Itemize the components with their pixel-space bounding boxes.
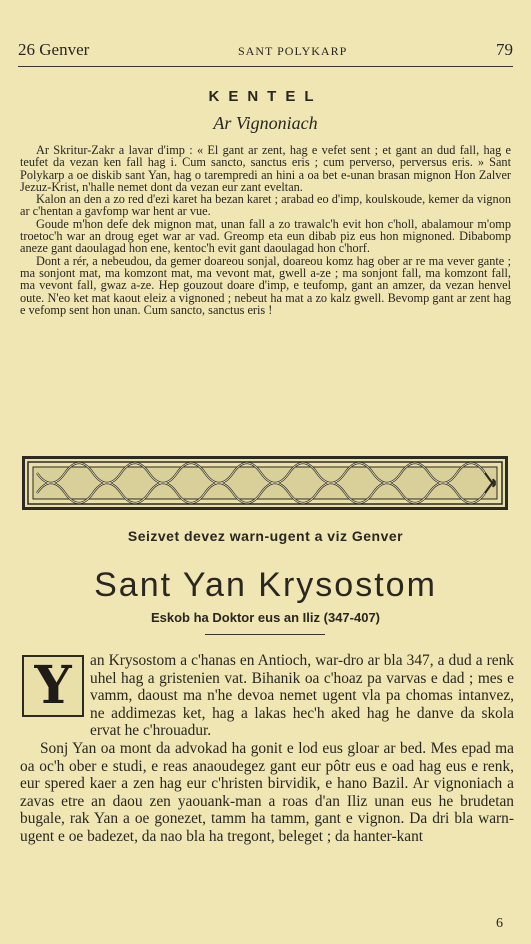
dropcap-letter: Y — [34, 655, 72, 716]
knotwork-band-icon — [25, 459, 505, 507]
kentel-text — [20, 144, 511, 316]
saint-paragraph — [20, 652, 514, 740]
kentel-paragraph: Goude m'hon defe dek mignon mat, unan fall a zo trawalc'h evit hon c'holl, abalamour m'omp troetoc'h war an droug eget war ar vad. Greomp eta eun dibab piz eus hon mignoned. Dibabomp aneze gant daoulagad hon ene, kentoc'h evit gant daoulagad hon c'horf. — [20, 216, 511, 256]
saint-paragraph-text: an Krysostom a c'hanas en Antioch, war-dro ar bla 347, a dud a renk uhel hag a gristenien vat. Bihanik oa c'hoaz pa varvas e dad ; mes e vamm, daoust ma n'he devoa nemet ugent vla pa chomas intanvez, ne addimezas ket, hag a lakas hec'h aked hag he danve da skola ervat he c'hrouadur. — [90, 652, 514, 740]
header-date: 26 Genver — [18, 40, 90, 59]
kentel-subtitle: Ar Vignoniach — [213, 113, 318, 133]
saint-text — [20, 652, 514, 846]
byline-rule — [205, 634, 325, 635]
kentel-paragraph: Ar Skritur-Zakr a lavar d'imp : « El gant ar zent, hag e vefet sent ; et gant an dud fall, hag e teufet da vezan ken fall hag i. Cum sancto, sanctus eris ; cum perverso, perversus eris. » Sant Polykarp a oe diskib sant Yan, hag o tarempredi an hini a oa bet e-unan brasan mignon Hon Zalver Jezuz-Krist, n'halle nemet dont da vezan eur zant eveltan. — [20, 143, 511, 194]
dropcap-initial — [22, 655, 84, 717]
saint-title: Sant Yan Krysostom — [94, 566, 437, 604]
header-page-number: 79 — [495, 40, 513, 59]
footer-page-number: 6 — [496, 916, 503, 931]
kentel-title: KENTEL — [208, 88, 323, 105]
header-rule — [18, 66, 513, 67]
header-title: SANT POLYKARP — [238, 44, 348, 58]
celtic-knot-ornament — [22, 456, 508, 510]
running-header — [18, 40, 513, 60]
saint-paragraph: Sonj Yan oa mont da advokad ha gonit e lod eus gloar ar bed. Mes epad ma oa oc'h ober e studi, e reas anaoudegez gant eur pôtr eus e oad hag eus e renk, eur spered kaer a zen hag eur c'hristen birvidik, e hano Bazil. Ar vignoniach a zavas etre an daou zen yaouank-man a roas d'an Iliz unan eus he brudetan bugale, rak Yan a oe gonezet, tamm ha tamm, gant e vignon. Da dri bla warn-ugent e oe badezet, da nao bla ha tregont, beleget ; da hanter-kant — [20, 739, 514, 845]
date-caption: Seizvet devez warn-ugent a viz Genver — [127, 528, 404, 544]
kentel-paragraph: Kalon an den a zo red d'ezi karet ha bezan karet ; arabad eo d'imp, koulskoude, kemer da vignon ar c'hentan a gavfomp war hent ar vue. — [20, 192, 511, 219]
kentel-paragraph: Dont a rér, a nebeudou, da gemer doareou sonjal, doareou komz hag ober ar re ma vever gante ; ma sonjont mat, ma komzont mat, ma vevont mat, gwell a-ze ; ma sonjont fall, ma komzont fall, ma vevont fall, gwaz a-ze. Hep gouzout doare d'imp, e teufomp, gant an amzer, da vezan henvel oute. N'eo ket mat kaout eleiz a vignoned ; nebeut ha mat a zo kalz gwell. Bevomp gant ar zent hag e vefomp sent hon unan. Cum sancto, sanctus eris ! — [20, 253, 511, 317]
saint-byline: Eskob ha Doktor eus an Iliz (347-407) — [150, 610, 381, 625]
